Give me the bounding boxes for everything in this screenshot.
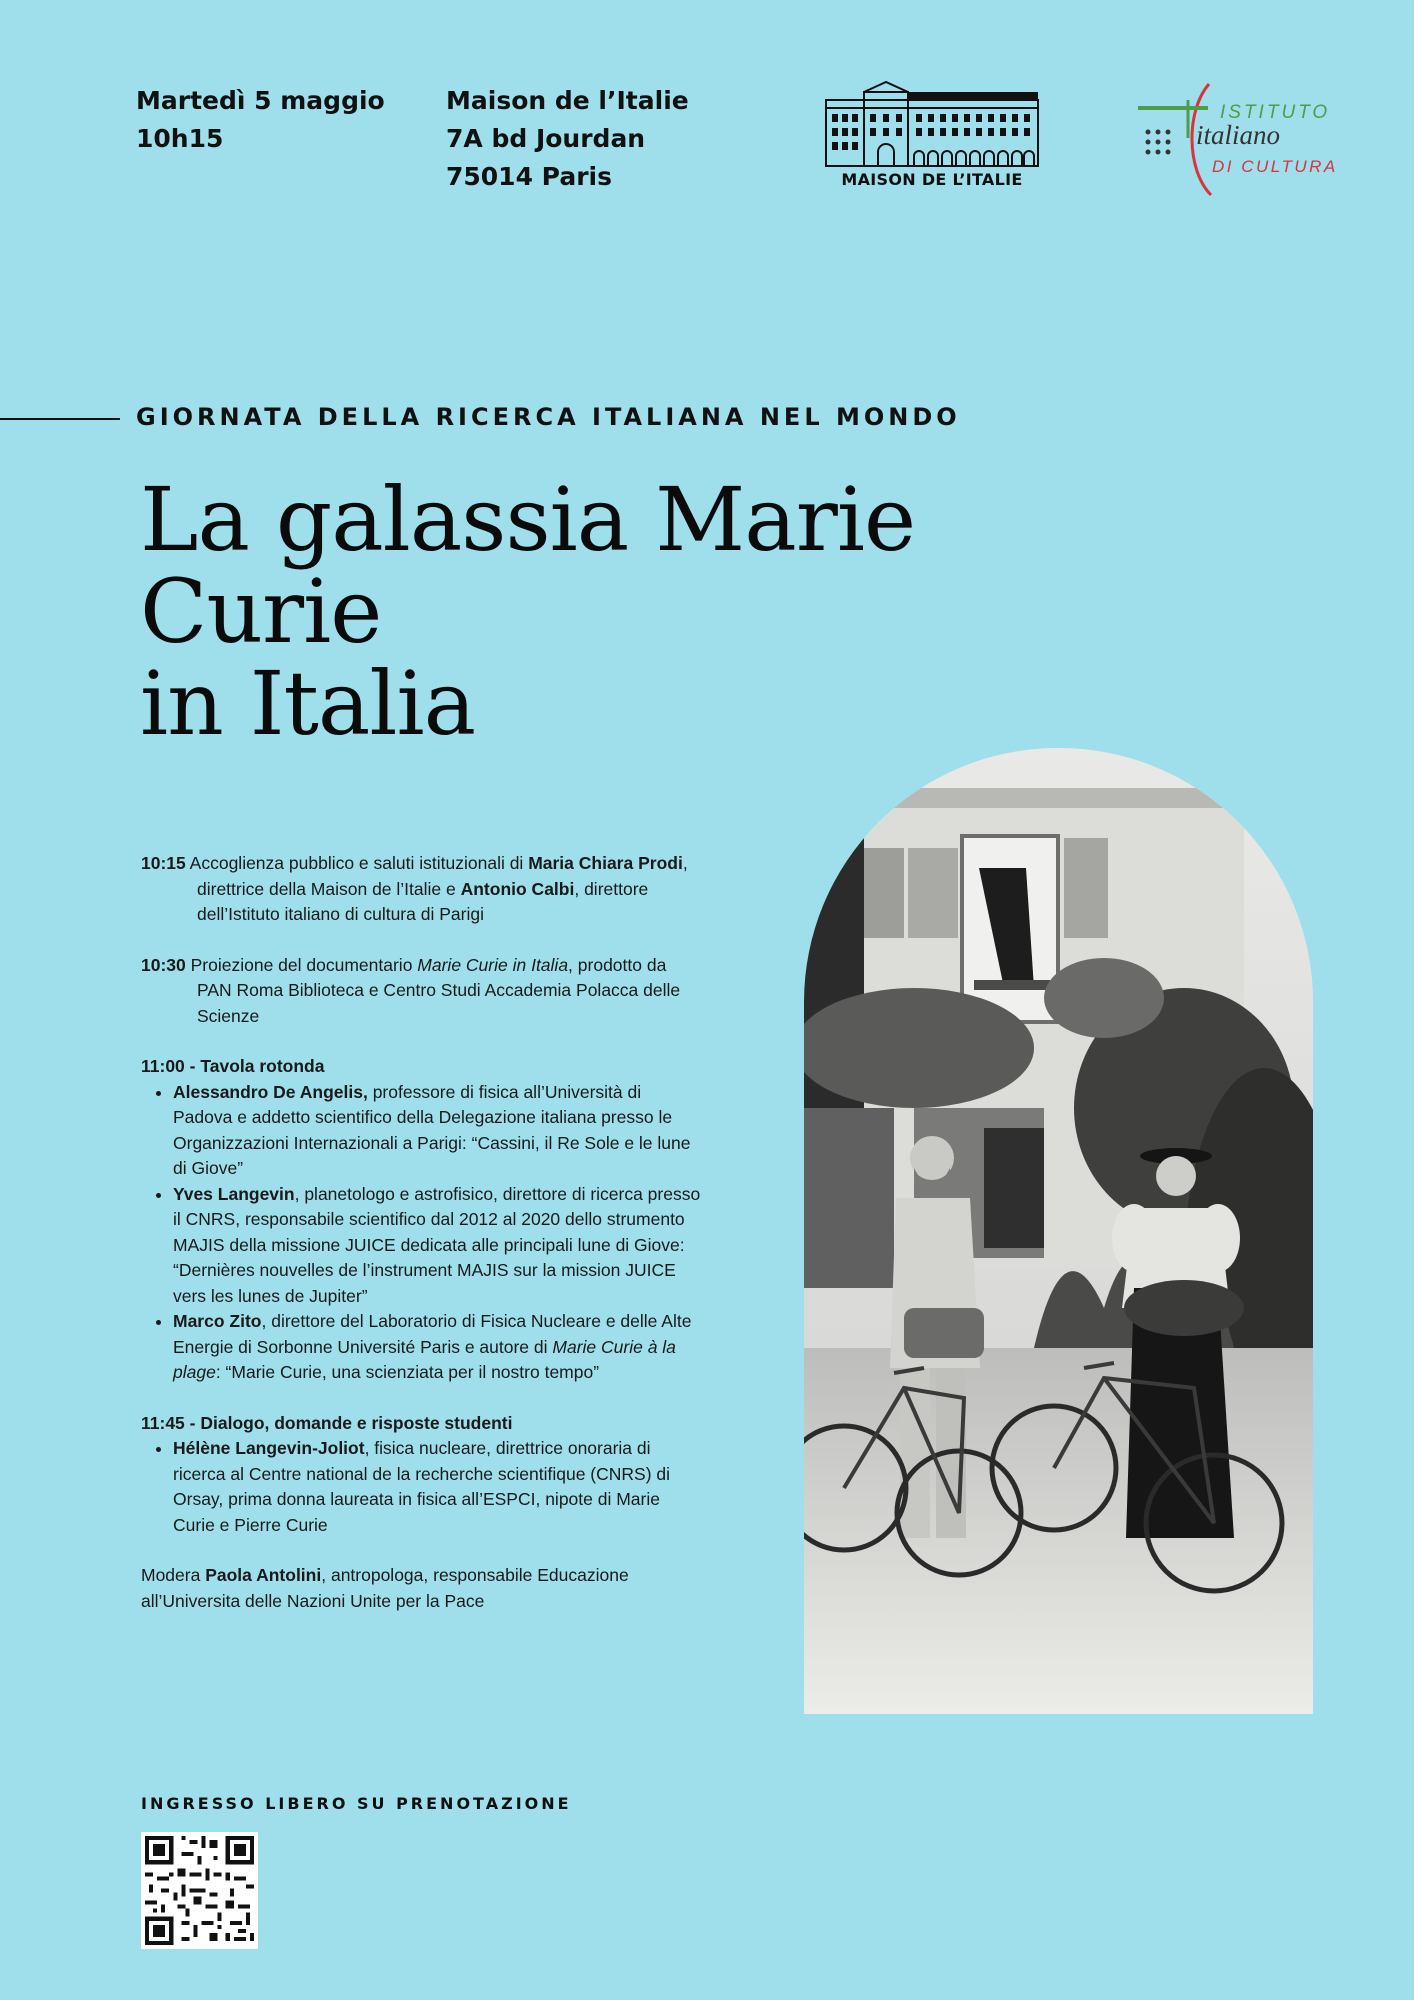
reservation-qr-code[interactable] [141,1832,258,1949]
speaker-name: Marco Zito [173,1311,262,1331]
speaker-item [173,1182,701,1310]
schedule-entry-dialogue [141,1411,701,1539]
title-line-1: La galassia Marie Curie [140,468,916,663]
moderator-label: Modera [141,1565,206,1585]
event-kicker: GIORNATA DELLA RICERCA ITALIANA NEL MONDO [136,403,961,431]
speaker-list [141,1080,701,1386]
speaker-description: : “Marie Curie, una scienziata per il nostro tempo” [215,1362,600,1382]
venue-address-block [446,82,689,196]
iic-logo-mark [1136,80,1356,200]
schedule-entry-round-table [141,1054,701,1386]
entry-text: , direttore dell’Istituto italiano di cultura di Parigi [197,878,649,924]
maison-de-litalie-logo [822,78,1042,189]
entry-reservation-note: INGRESSO LIBERO SU PRENOTAZIONE [141,1794,572,1813]
speaker-item [173,1309,701,1386]
venue-street: 7A bd Jourdan [446,124,646,153]
event-date-block [136,82,385,158]
qr-code-icon [141,1832,258,1949]
speaker-description: , direttore del Laboratorio di Fisica Nucleare e delle Alte Energie di Sorbonne Université Paris e autore di [173,1311,692,1357]
venue-name: Maison de l’Italie [446,86,689,115]
entry-text: Accoglienza pubblico e saluti istituzionali di [185,853,529,873]
speaker-list [141,1436,701,1538]
svg-text:ISTITUTO: ISTITUTO [1220,102,1331,123]
speaker-item [173,1080,701,1182]
svg-text:DI CULTURA: DI CULTURA [1212,157,1338,176]
entry-text: , direttrice della Maison de l’Italie e [197,853,688,899]
documentary-title: Marie Curie in Italia [417,954,569,975]
building-icon [824,78,1040,168]
moderator-name: Paola Antolini [205,1565,322,1585]
moderator-note [141,1563,701,1614]
program-schedule [141,851,701,1614]
speaker-name: Maria Chiara Prodi [528,853,683,873]
curie-couple-photo [804,748,1313,1714]
schedule-entry-1030 [141,953,701,1030]
section-title: 11:45 - Dialogo, domande e risposte studenti [141,1412,513,1433]
speaker-name: Antonio Calbi [460,878,575,899]
entry-time: 10:15 [141,853,186,873]
kicker-rule [0,418,120,420]
entry-text: Proiezione del documentario [185,954,418,975]
speaker-description: professore di fisica all’Università di Padova e addetto scientifico della Delegazione italiana presso le Organizzazioni Internazionali a Parigi: “Cassini, il Re Sole e le lune di Giove” [173,1081,691,1178]
entry-time: 10:30 [141,954,186,975]
schedule-entry-1015 [141,851,701,928]
maison-logo-label: MAISON DE L’ITALIE [841,170,1023,189]
section-title: 11:00 - Tavola rotonda [141,1056,325,1076]
event-title [140,468,1140,755]
speaker-item [173,1436,701,1538]
venue-city: 75014 Paris [446,162,612,191]
svg-text:italiano: italiano [1196,120,1281,150]
entry-text: , prodotto da PAN Roma Biblioteca e Centro Studi Accademia Polacca delle Scienze [197,954,681,1026]
title-line-2: in Italia [140,652,476,755]
event-time: 10h15 [136,124,224,153]
speaker-name: Yves Langevin [173,1183,295,1204]
speaker-name: Hélène Langevin-Joliot [173,1438,365,1458]
photo-illustration [804,748,1313,1714]
event-date: Martedì 5 maggio [136,86,385,115]
speaker-description: , planetologo e astrofisico, direttore di ricerca presso il CNRS, responsabile scientifico dal 2012 al 2020 dello strumento MAJIS della missione JUICE dedicata alle principali lune di Giove: “Dernières nouvelles de l’instrument MAJIS sur la mission JUICE vers les lunes de Jupiter” [173,1183,701,1306]
speaker-name: Alessandro De Angelis, [173,1081,368,1102]
speaker-description: , fisica nucleare, direttrice onoraria di ricerca al Centre national de la recherche scientifique (CNRS) di Orsay, prima donna laureata in fisica all’ESPCI, nipote di Marie Curie e Pierre Curie [173,1438,671,1535]
istituto-italiano-di-cultura-logo [1136,80,1356,200]
book-title: Marie Curie à la plage [173,1336,676,1382]
moderator-description: , antropologa, responsabile Educazione all’Universita delle Nazioni Unite per la Pace [141,1565,629,1611]
